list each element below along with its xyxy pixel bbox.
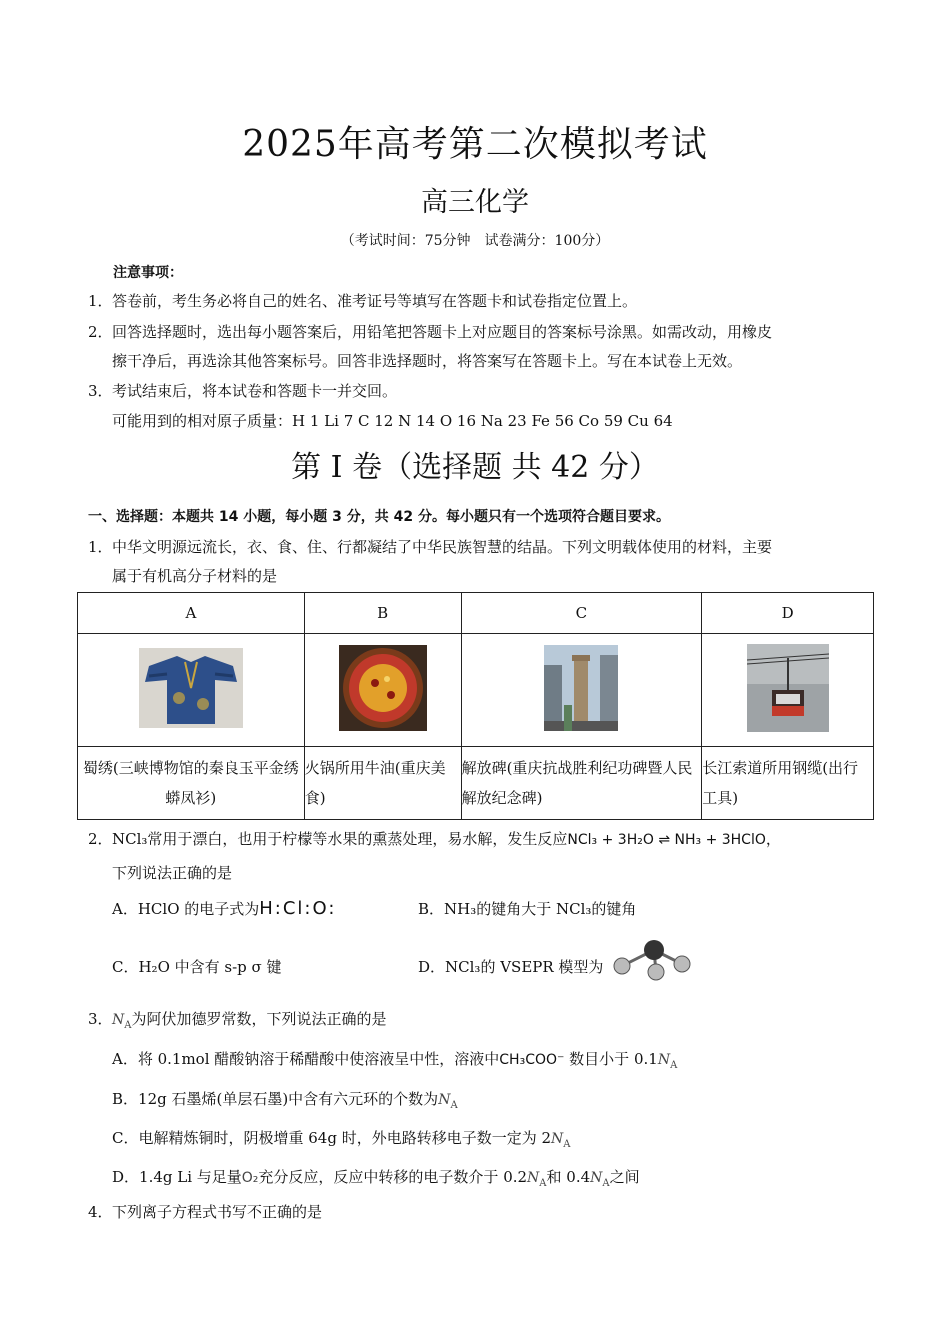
- section-title: 第 I 卷（选择题 共 42 分）: [291, 450, 659, 485]
- exam-meta: （考试时间：75分钟 试卷满分：100分）: [340, 233, 610, 249]
- q2-option-a: A．HClO 的电子式为H:Cl:O:: [112, 898, 337, 919]
- q2-option-b: B．NH₃的键角大于 NCl₃的键角: [418, 900, 637, 918]
- exam-subtitle: 高三化学: [421, 187, 529, 218]
- q1-stem: 1．中华文明源远流长，衣、食、住、行都凝结了中华民族智慧的结晶。下列文明载体使用的材料，主要: [88, 538, 773, 556]
- notice-item-2: 2．回答选择题时，选出每小题答案后，用铅笔把答题卡上对应题目的答案标号涂黑。如需改动，用橡皮: [88, 323, 773, 341]
- q2-reaction: NCl₃ + 3H₂O ⇌ NH₃ + 3HClO: [567, 832, 766, 848]
- q4-stem: 4．下列离子方程式书写不正确的是: [88, 1203, 323, 1221]
- q2-stem-cont: 下列说法正确的是: [112, 864, 233, 882]
- q1-header-c: C: [461, 593, 702, 634]
- embroidered-robe-image: [139, 648, 243, 728]
- q3-option-b: B．12g 石墨烯(单层石墨)中含有六元环的个数为$N_A$: [112, 1090, 458, 1111]
- q3-option-c: C．电解精炼铜时，阴极增重 64g 时，外电路转移电子数一定为 $2N_A$: [112, 1129, 571, 1150]
- q1-header-b: B: [304, 593, 461, 634]
- notice-item-2-cont: 擦干净后，再选涂其他答案标号。回答非选择题时，将答案写在答题卡上。写在本试卷上无效。: [112, 352, 743, 370]
- q1-option-a: 蜀绣(三峡博物馆的秦良玉平金绣蟒凤衫): [78, 747, 305, 820]
- atomic-masses: 可能用到的相对原子质量：H 1 Li 7 C 12 N 14 O 16 Na 23 Fe 56 Co 59 Cu 64: [112, 412, 673, 430]
- q2-option-c: C．H₂O 中含有 s-p σ 键: [112, 958, 282, 976]
- q1-option-d: 长江索道所用钢缆(出行工具): [702, 747, 874, 820]
- hotpot-image: [339, 645, 427, 731]
- q2-option-d: D．NCl₃的 VSEPR 模型为: [418, 958, 604, 976]
- q1-option-b: 火锅所用牛油(重庆美食): [304, 747, 461, 820]
- q1-stem-cont: 属于有机高分子材料的是: [112, 567, 278, 585]
- q3-option-a: A．将 0.1mol 醋酸钠溶于稀醋酸中使溶液呈中性，溶液中CH₃COO⁻ 数目小于 $0.1N_A$: [112, 1050, 678, 1071]
- vsepr-model-icon: [610, 938, 692, 984]
- notice-item-1: 1．答卷前，考生务必将自己的姓名、准考证号等填写在答题卡和试卷指定位置上。: [88, 292, 638, 310]
- section-instruction: 一、选择题：本题共 14 小题，每小题 3 分，共 42 分。每小题只有一个选项符合题目要求。: [88, 509, 670, 525]
- cable-car-image: [747, 644, 829, 732]
- q1-header-d: D: [702, 593, 874, 634]
- q2-stem: 2．NCl₃常用于漂白，也用于柠檬等水果的熏蒸处理，易水解，发生反应NCl₃ + 3H₂O ⇌ NH₃ + 3HClO，: [88, 830, 781, 848]
- q1-option-c: 解放碑(重庆抗战胜利纪功碑暨人民解放纪念碑): [461, 747, 702, 820]
- q1-options-table: [77, 592, 874, 820]
- q3-option-d: D．1.4g Li 与足量O₂充分反应，反应中转移的电子数介于 $0.2N_A$和 $0.4N_A$之间: [112, 1168, 640, 1189]
- exam-title: 2025年高考第二次模拟考试: [242, 124, 708, 165]
- q3-stem: 3．$N_A$为阿伏加德罗常数，下列说法正确的是: [88, 1010, 387, 1031]
- avogadro-symbol: $N_A$: [112, 1012, 132, 1031]
- hclo-electron-formula: H:Cl:O:: [259, 898, 337, 919]
- liberation-monument-image: [544, 645, 618, 731]
- notice-item-3: 3．考试结束后，将本试卷和答题卡一并交回。: [88, 382, 398, 400]
- notice-heading: 注意事项：: [113, 265, 183, 281]
- q1-header-a: A: [78, 593, 305, 634]
